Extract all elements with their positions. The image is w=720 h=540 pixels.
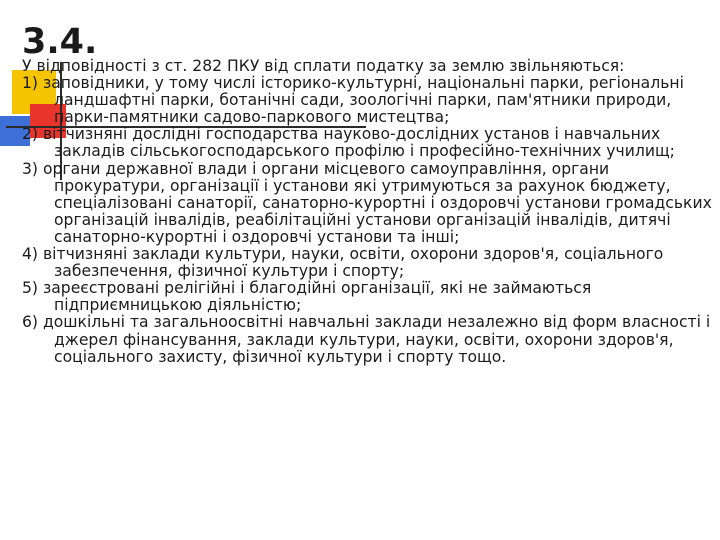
intro-text: У відповідності з ст. 282 ПКУ від сплати податку за землю звільняються: [22,57,625,75]
list-item: 4) вітчизняні заклади культури, науки, освіти, охорони здоров'я, соціального забезпечення, фізичної культури і спорту; [22,245,664,281]
list-item: 3) органи державної влади і органи місцевого самоуправління, органи прокуратури, організації і установи які утримуються за рахунок бюджету, спеціалізовані санаторії, санаторно-курортні і оздоровчі установи громадських організацій інвалідів, реабілітаційні установи організацій інвалідів, дитячі санаторно-курортні і оздоровчі установи та інші; [22,159,712,246]
list-item: 5) зареєстровані релігійні і благодійні організації, які не займаються підприємницькою діяльністю; [22,279,592,315]
slide-content [22,58,712,366]
exemption-list [22,75,712,366]
list-item: 1) заповідники, у тому числі історико-культурні, національні парки, регіональні ландшафтні парки, ботанічні сади, зоологічні парки, пам'ятники природи, парки-памятники садово-паркового мистецтва; [22,74,684,127]
list-item: 6) дошкільні та загальноосвітні навчальні заклади незалежно від форм власності і джерел фінансування, заклади культури, науки, освіти, охорони здоров'я, соціального захисту, фізичної культури і спорту тощо. [22,313,711,366]
list-item: 2) вітчизняні дослідні господарства науково-дослідних установ і навчальних закладів сільськогосподарського профілю і професійно-технічних училищ; [22,125,675,161]
slide-title: 3.4. [22,22,98,62]
